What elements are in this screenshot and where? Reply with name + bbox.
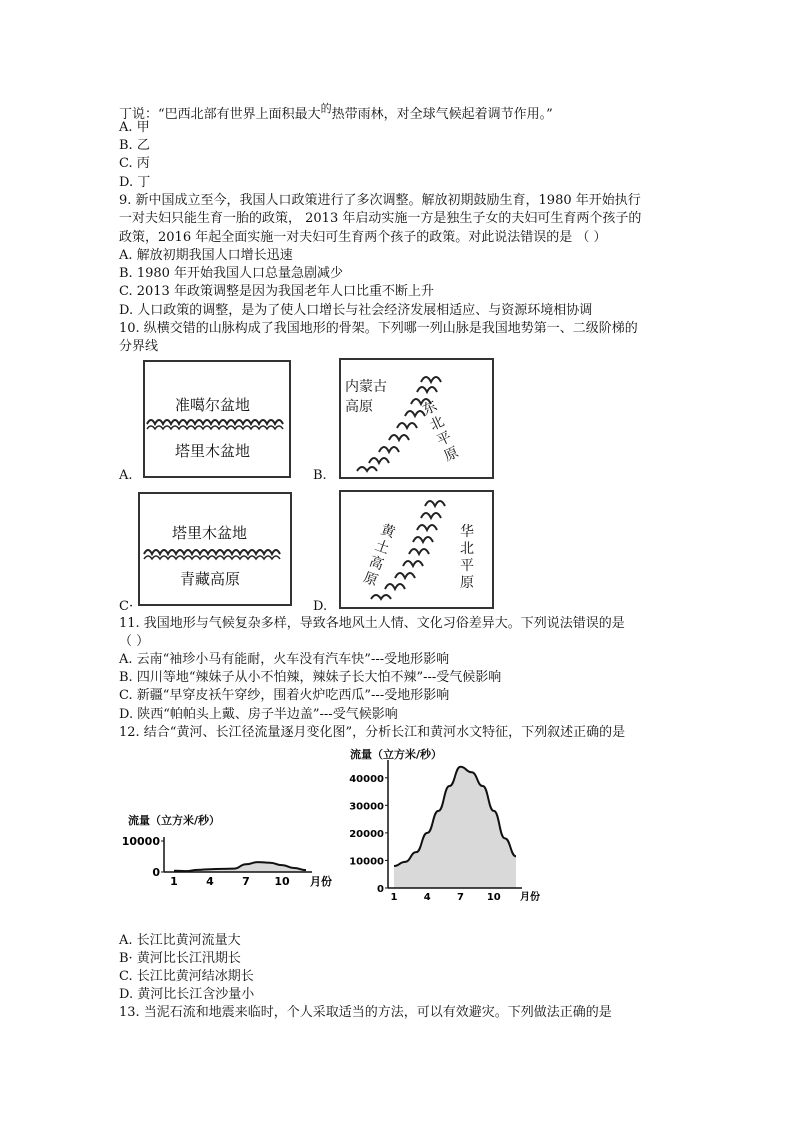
chart2-area bbox=[394, 767, 516, 888]
ding-sup: 的 bbox=[320, 102, 332, 115]
chart2-ytick-label: 20000 bbox=[349, 828, 384, 840]
map-b-left-top-label: 内蒙古 bbox=[345, 379, 387, 395]
q12-option-b: B· 黄河比长江汛期长 bbox=[119, 951, 241, 966]
diagonal-mountain-range-icon bbox=[341, 360, 492, 477]
q10-option-label-d: D. bbox=[313, 599, 328, 614]
q8-option-b: B. 乙 bbox=[119, 138, 150, 153]
chart2-xlabel: 月份 bbox=[520, 892, 540, 903]
chart2-ytick-label: 0 bbox=[377, 884, 384, 895]
ding-text-a: 丁说：“巴西北部有世界上面积最大 bbox=[119, 107, 321, 122]
ding-text-b: 热带雨林，对全球气候起着调节作用。” bbox=[331, 107, 553, 122]
chart1-xtick-label: 10 bbox=[274, 875, 290, 888]
map-d-left-label: 黄土高原 bbox=[361, 521, 398, 590]
chart2-xtick-label: 1 bbox=[390, 892, 398, 903]
map-b-right-label: 东北平原 bbox=[420, 398, 462, 465]
q11-option-b: B. 四川等地“辣妹子从小不怕辣，辣妹子长大怕不辣”---受气候影响 bbox=[119, 670, 502, 685]
q8-option-d: D. 丁 bbox=[119, 175, 151, 190]
q11-option-d: D. 陕西“帕帕头上戴、房子半边盖”---受气候影响 bbox=[119, 707, 398, 722]
mountain-range-icon bbox=[140, 542, 290, 562]
chart2-xtick-label: 10 bbox=[486, 892, 501, 903]
q12-stem: 12. 结合“黄河、长江径流量逐月变化图”，分析长江和黄河水文特征，下列叙述正确的是 bbox=[119, 725, 626, 740]
chart2-ylabel: 流量（立方米/秒） bbox=[350, 748, 443, 761]
yellow-river-flow-chart bbox=[120, 828, 350, 898]
map-c bbox=[138, 492, 292, 606]
q10-option-label-c: C· bbox=[119, 599, 134, 614]
map-a bbox=[143, 360, 291, 478]
q9-option-a: A. 解放初期我国人口增长迅速 bbox=[119, 248, 293, 263]
yangtze-river-flow-chart bbox=[340, 758, 540, 908]
map-b-left-bottom-label: 高原 bbox=[345, 399, 373, 415]
chart1-xtick-label: 7 bbox=[242, 875, 250, 888]
q8-option-a: A. 甲 bbox=[119, 120, 150, 135]
chart2-xtick-label: 7 bbox=[457, 892, 465, 903]
chart1-xlabel: 月份 bbox=[310, 875, 332, 888]
q10-stem-line-1: 10. 纵横交错的山脉构成了我国地形的骨架。下列哪一列山脉是我国地势第一、二级阶梯的 bbox=[119, 321, 638, 336]
q10-option-label-a: A. bbox=[119, 468, 133, 483]
q11-stem-line-1: 11. 我国地形与气候复杂多样，导致各地风土人情、文化习俗差异大。下列说法错误的是 bbox=[119, 616, 625, 631]
q9-option-c: C. 2013 年政策调整是因为我国老年人口比重不断上升 bbox=[119, 284, 434, 299]
q9-stem-line-3: 政策，2016 年起全面实施一对夫妇可生育两个孩子的政策。对此说法错误的是 （ ） bbox=[119, 230, 607, 245]
q11-option-c: C. 新疆“早穿皮袄午穿纱，围着火炉吃西瓜”---受地形影响 bbox=[119, 688, 450, 703]
q10-option-label-b: B. bbox=[313, 468, 327, 483]
q12-option-c: C. 长江比黄河结冰期长 bbox=[119, 969, 254, 984]
map-a-bottom-label: 塔里木盆地 bbox=[175, 442, 251, 460]
map-c-top-label: 塔里木盆地 bbox=[172, 524, 248, 542]
q8-ding-statement bbox=[119, 100, 553, 124]
q12-option-d: D. 黄河比长江含沙量小 bbox=[119, 987, 255, 1002]
q11-option-a: A. 云南“袖珍小马有能耐，火车没有汽车快”---受地形影响 bbox=[119, 652, 450, 667]
q11-stem-line-2: （ ） bbox=[119, 634, 150, 649]
chart2-ytick-label: 30000 bbox=[349, 801, 384, 813]
map-d-right-label: 华北平原 bbox=[460, 524, 474, 591]
q10-stem-line-2: 分界线 bbox=[119, 339, 159, 354]
chart1-ytick-label: 0 bbox=[152, 866, 160, 879]
q8-option-c: C. 丙 bbox=[119, 156, 150, 171]
q12-option-a: A. 长江比黄河流量大 bbox=[119, 933, 241, 948]
q9-option-b: B. 1980 年开始我国人口总量急剧减少 bbox=[119, 266, 344, 281]
chart1-ylabel: 流量（立方米/秒） bbox=[128, 814, 221, 827]
chart1-xtick-label: 1 bbox=[170, 875, 178, 888]
chart1-xtick-label: 4 bbox=[206, 875, 214, 888]
mountain-range-icon bbox=[145, 412, 289, 432]
q9-stem-line-1: 9. 新中国成立至今，我国人口政策进行了多次调整。解放初期鼓励生育，1980 年开始执行 bbox=[119, 193, 641, 208]
chart1-ytick-label: 10000 bbox=[121, 835, 160, 848]
map-d bbox=[339, 490, 494, 609]
q13-stem: 13. 当泥石流和地震来临时，个人采取适当的方法，可以有效避灾。下列做法正确的是 bbox=[119, 1005, 612, 1020]
chart2-ytick-label: 10000 bbox=[349, 856, 384, 868]
map-a-top-label: 准噶尔盆地 bbox=[175, 396, 251, 414]
chart2-xtick-label: 4 bbox=[423, 892, 431, 903]
chart2-ytick-label: 40000 bbox=[349, 773, 384, 785]
map-c-bottom-label: 青藏高原 bbox=[180, 570, 241, 588]
q9-option-d: D. 人口政策的调整，是为了使人口增长与社会经济发展相适应、与资源环境相协调 bbox=[119, 303, 593, 318]
map-b bbox=[339, 358, 494, 479]
q9-stem-line-2: 一对夫妇只能生育一胎的政策， 2013 年启动实施一方是独生子女的夫妇可生育两个孩子的 bbox=[119, 211, 642, 226]
